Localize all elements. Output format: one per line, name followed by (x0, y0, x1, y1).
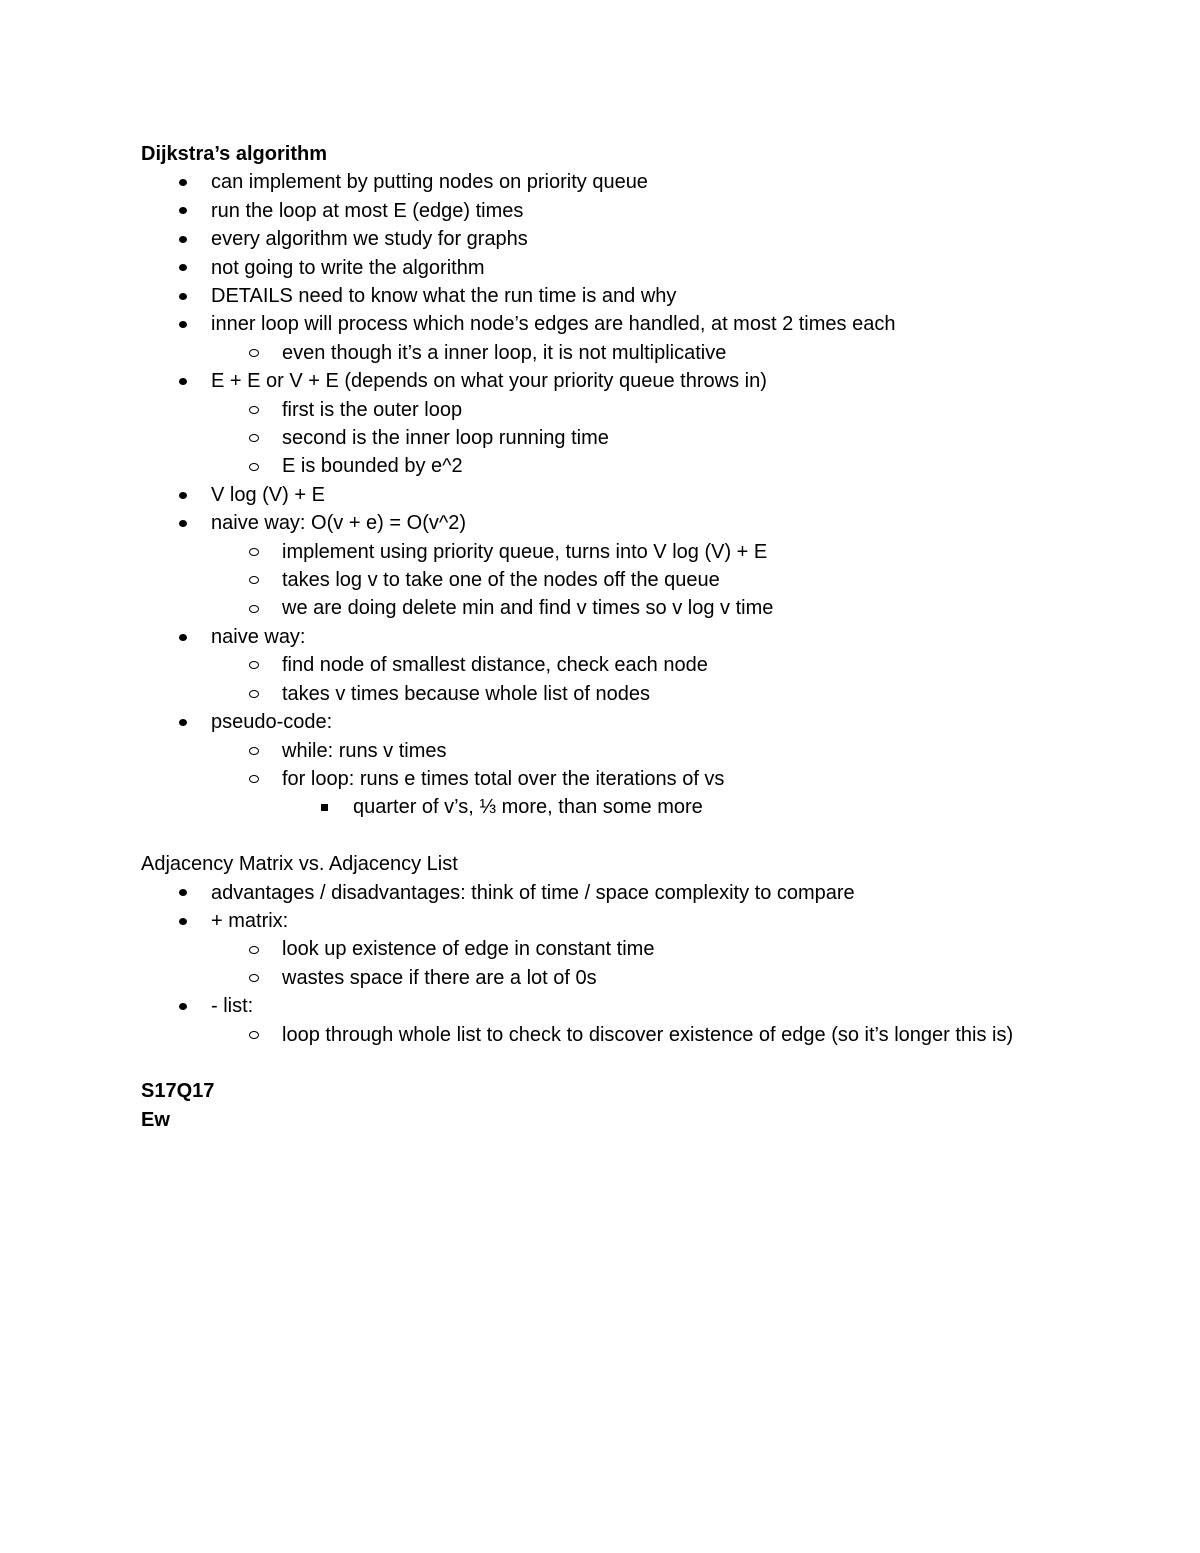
list-item-text: naive way: (211, 625, 306, 648)
section-heading-adjacency: Adjacency Matrix vs. Adjacency List (141, 853, 458, 876)
bullet-circle-icon (249, 538, 259, 566)
bullet-dot-icon (179, 254, 187, 282)
bullet-dot-icon (179, 623, 187, 651)
bullet-circle-icon (249, 424, 259, 452)
list-item (141, 509, 1061, 537)
sublist-item (141, 424, 1061, 452)
adjacency-list-cont (141, 992, 1061, 1020)
list-item (141, 623, 1061, 651)
bullet-dot-icon (179, 282, 187, 310)
bullet-dot-icon (179, 197, 187, 225)
document-page (141, 140, 1061, 1134)
blank-line (141, 822, 1061, 850)
bullet-circle-icon (249, 765, 259, 793)
dijkstra-list (141, 168, 1061, 338)
bullet-circle-icon (249, 594, 259, 622)
bullet-dot-icon (179, 509, 187, 537)
subsublist-item-text: quarter of v’s, ⅓ more, than some more (353, 796, 703, 819)
list-item (141, 879, 1061, 907)
bullet-dot-icon (179, 367, 187, 395)
sublist-item (141, 964, 1061, 992)
bullet-square-icon (321, 793, 328, 821)
sublist (141, 935, 1061, 992)
sublist-item (141, 339, 1061, 367)
list-item-text: + matrix: (211, 909, 289, 932)
sublist-item-text: loop through whole list to check to discover existence of edge (so it’s longer this is) (282, 1023, 1014, 1046)
list-item-text: naive way: O(v + e) = O(v^2) (211, 512, 467, 535)
bullet-circle-icon (249, 452, 259, 480)
sublist-item-text: E is bounded by e^2 (282, 455, 463, 478)
bullet-circle-icon (249, 935, 259, 963)
list-item (141, 282, 1061, 310)
list-item-text: not going to write the algorithm (211, 256, 485, 279)
sublist-item (141, 594, 1061, 622)
bullet-circle-icon (249, 680, 259, 708)
subsublist (141, 793, 1061, 821)
list-item-text: run the loop at most E (edge) times (211, 199, 524, 222)
list-item-text: can implement by putting nodes on priority queue (211, 171, 648, 194)
sublist-item (141, 765, 1061, 793)
list-item (141, 254, 1061, 282)
sublist-item-text: even though it’s a inner loop, it is not multiplicative (282, 341, 727, 364)
bullet-circle-icon (249, 651, 259, 679)
sublist-item-text: find node of smallest distance, check each node (282, 654, 708, 677)
section-heading-dijkstra: Dijkstra’s algorithm (141, 143, 327, 165)
sublist-item-text: for loop: runs e times total over the iterations of vs (282, 767, 725, 790)
list-item (141, 310, 1061, 338)
bullet-circle-icon (249, 1021, 259, 1049)
sublist-item-text: wastes space if there are a lot of 0s (282, 966, 597, 989)
sublist (141, 339, 1061, 367)
list-item-text: every algorithm we study for graphs (211, 228, 528, 251)
list-item (141, 708, 1061, 736)
dijkstra-list-cont (141, 481, 1061, 538)
sublist-item (141, 935, 1061, 963)
list-item-text: E + E or V + E (depends on what your priority queue throws in) (211, 370, 767, 393)
bullet-dot-icon (179, 225, 187, 253)
blank-line (141, 1049, 1061, 1077)
subsublist-item (141, 793, 1061, 821)
list-item (141, 481, 1061, 509)
list-item (141, 197, 1061, 225)
bullet-dot-icon (179, 907, 187, 935)
question-note: Ew (141, 1108, 170, 1131)
list-item (141, 907, 1061, 935)
bullet-circle-icon (249, 396, 259, 424)
list-item-text: V log (V) + E (211, 483, 325, 506)
sublist (141, 651, 1061, 708)
list-item-text: advantages / disadvantages: think of time / space complexity to compare (211, 881, 855, 904)
list-item-text: pseudo-code: (211, 711, 333, 734)
bullet-dot-icon (179, 879, 187, 907)
sublist (141, 538, 1061, 623)
sublist-item-text: second is the inner loop running time (282, 427, 609, 450)
sublist-item (141, 452, 1061, 480)
dijkstra-list-cont (141, 367, 1061, 395)
bullet-circle-icon (249, 339, 259, 367)
list-item (141, 367, 1061, 395)
sublist-item (141, 651, 1061, 679)
dijkstra-list-cont (141, 623, 1061, 651)
bullet-dot-icon (179, 992, 187, 1020)
adjacency-list (141, 879, 1061, 936)
list-item-text: DETAILS need to know what the run time is and why (211, 285, 677, 308)
sublist-item-text: while: runs v times (282, 739, 447, 762)
sublist-item-text: we are doing delete min and find v times so v log v time (282, 597, 774, 620)
list-item (141, 225, 1061, 253)
section-heading-question: S17Q17 (141, 1080, 215, 1103)
sublist-item (141, 1021, 1061, 1049)
sublist-item-text: implement using priority queue, turns into V log (V) + E (282, 540, 768, 563)
bullet-dot-icon (179, 168, 187, 196)
bullet-dot-icon (179, 481, 187, 509)
bullet-dot-icon (179, 310, 187, 338)
bullet-circle-icon (249, 566, 259, 594)
sublist-item (141, 396, 1061, 424)
bullet-circle-icon (249, 964, 259, 992)
list-item-text: - list: (211, 995, 254, 1018)
sublist-item (141, 566, 1061, 594)
bullet-circle-icon (249, 737, 259, 765)
sublist (141, 737, 1061, 794)
dijkstra-list-cont (141, 708, 1061, 736)
sublist-item-text: look up existence of edge in constant time (282, 938, 655, 961)
sublist-item-text: takes v times because whole list of nodes (282, 682, 650, 705)
sublist-item (141, 737, 1061, 765)
sublist-item-text: first is the outer loop (282, 398, 463, 421)
sublist (141, 396, 1061, 481)
list-item (141, 992, 1061, 1020)
sublist-item-text: takes log v to take one of the nodes off the queue (282, 569, 720, 592)
bullet-dot-icon (179, 708, 187, 736)
sublist (141, 1021, 1061, 1049)
list-item (141, 168, 1061, 196)
list-item-text: inner loop will process which node’s edges are handled, at most 2 times each (211, 313, 896, 336)
sublist-item (141, 680, 1061, 708)
sublist-item (141, 538, 1061, 566)
